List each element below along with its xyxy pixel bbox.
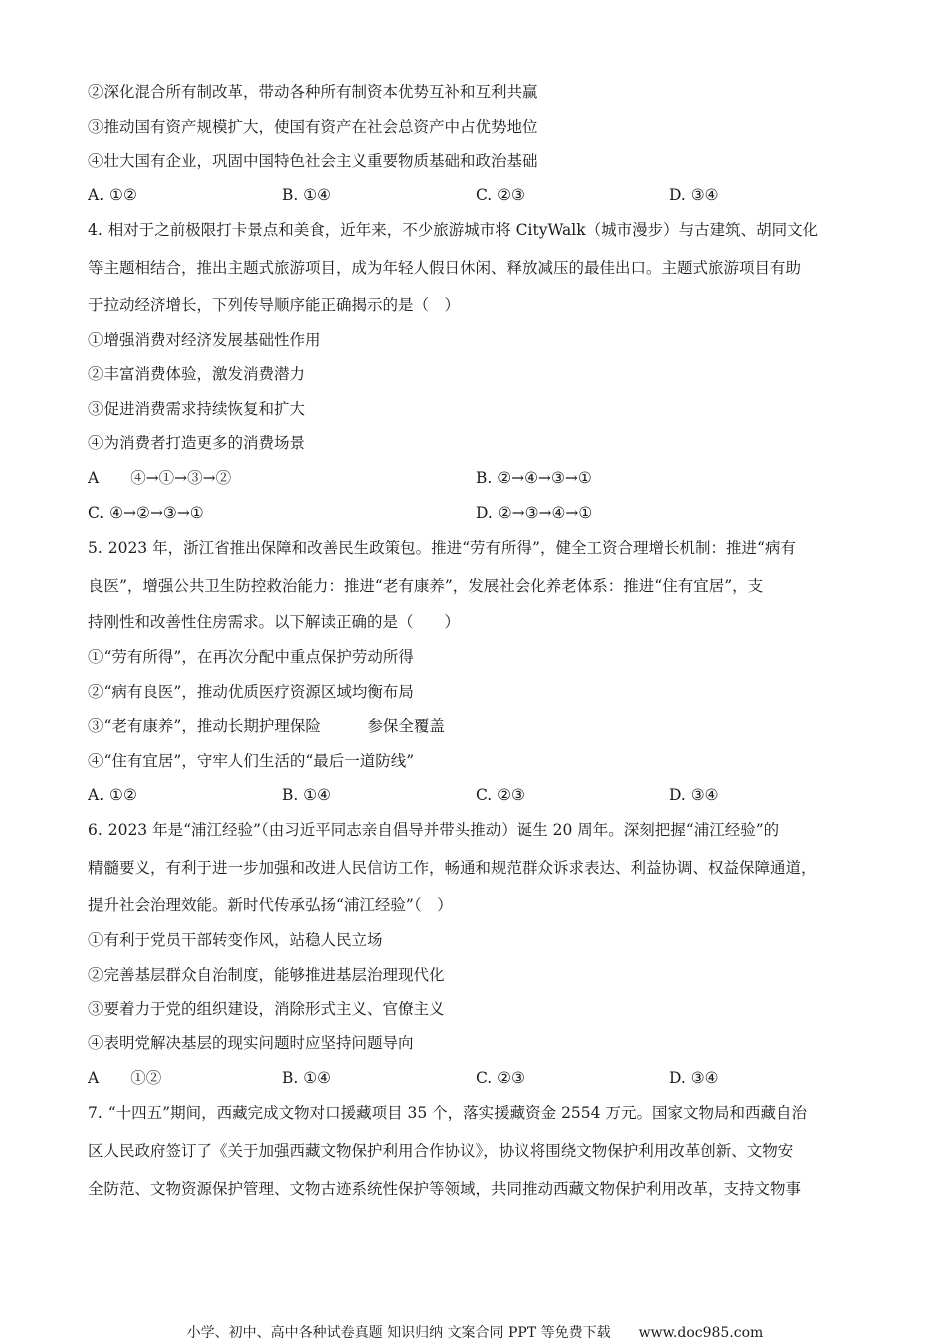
q5-stem-line-2: 良医”，增强公共卫生防控救治能力：推进“老有康养”，发展社会化养老体系：推进“住有宜居”，支 xyxy=(88,577,764,595)
q5-option-d: D. ③④ xyxy=(669,786,719,804)
q6-item-2: ②完善基层群众自治制度，能够推进基层治理现代化 xyxy=(88,966,445,984)
q3-option-a: A. ①② xyxy=(88,186,137,204)
q6-stem-line-3: 提升社会治理效能。新时代传承弘扬“浦江经验”（ ） xyxy=(88,896,453,914)
q5-stem-line-1: 5. 2023 年，浙江省推出保障和改善民生政策包。推进“劳有所得”，健全工资合理增长机制：推进“病有 xyxy=(88,539,796,557)
q5-option-c: C. ②③ xyxy=(476,786,525,804)
q4-option-c: C. ④→②→③→① xyxy=(88,504,204,522)
q6-option-d: D. ③④ xyxy=(669,1069,719,1087)
q6-option-b: B. ①④ xyxy=(282,1069,332,1087)
page-footer: 小学、初中、高中各种试卷真题 知识归纳 文案合同 PPT 等免费下载 www.doc985.com xyxy=(186,1325,764,1341)
q4-item-1: ①增强消费对经济发展基础性作用 xyxy=(88,331,321,349)
q6-stem-line-1: 6. 2023 年是“浦江经验”（由习近平同志亲自倡导并带头推动）诞生 20 周年。深刻把握“浦江经验”的 xyxy=(88,821,780,839)
q3-item-2: ②深化混合所有制改革，带动各种所有制资本优势互补和互利共赢 xyxy=(88,83,538,101)
q5-item-2: ②“病有良医”，推动优质医疗资源区域均衡布局 xyxy=(88,683,414,701)
q3-option-b: B. ①④ xyxy=(282,186,332,204)
q6-stem-line-2: 精髓要义，有利于进一步加强和改进人民信访工作，畅通和规范群众诉求表达、利益协调、权益保障通道， xyxy=(88,859,817,877)
q4-item-3: ③促进消费需求持续恢复和扩大 xyxy=(88,400,306,418)
q4-item-4: ④为消费者打造更多的消费场景 xyxy=(88,434,306,452)
q4-item-2: ②丰富消费体验，激发消费潜力 xyxy=(88,365,306,383)
q4-stem-line-3: 于拉动经济增长，下列传导顺序能正确揭示的是（ ） xyxy=(88,296,461,314)
q3-item-4: ④壮大国有企业，巩固中国特色社会主义重要物质基础和政治基础 xyxy=(88,152,538,170)
q4-stem-line-1: 4. 相对于之前极限打卡景点和美食，近年来，不少旅游城市将 CityWalk（城市漫步）与古建筑、胡同文化 xyxy=(88,221,819,239)
q7-stem-line-2: 区人民政府签订了《关于加强西藏文物保护利用合作协议》，协议将围绕文物保护利用改革创新、文物安 xyxy=(88,1142,794,1160)
q5-option-a: A. ①② xyxy=(88,786,137,804)
q4-option-a: A ④→①→③→② xyxy=(88,469,232,487)
q3-option-c: C. ②③ xyxy=(476,186,525,204)
q6-item-3: ③要着力于党的组织建设，消除形式主义、官僚主义 xyxy=(88,1000,445,1018)
q6-item-4: ④表明党解决基层的现实问题时应坚持问题导向 xyxy=(88,1034,414,1052)
q5-option-b: B. ①④ xyxy=(282,786,332,804)
q5-item-1: ①“劳有所得”，在再次分配中重点保护劳动所得 xyxy=(88,648,414,666)
q6-option-c: C. ②③ xyxy=(476,1069,525,1087)
q3-option-d: D. ③④ xyxy=(669,186,719,204)
q7-stem-line-3: 全防范、文物资源保护管理、文物古迹系统性保护等领域，共同推动西藏文物保护利用改革，支持文物事 xyxy=(88,1180,802,1198)
q5-item-3: ③“老有康养”，推动长期护理保险 参保全覆盖 xyxy=(88,717,445,735)
q3-item-3: ③推动国有资产规模扩大，使国有资产在社会总资产中占优势地位 xyxy=(88,118,538,136)
q5-stem-line-3: 持刚性和改善性住房需求。以下解读正确的是（ ） xyxy=(88,613,461,631)
q4-option-b: B. ②→④→③→① xyxy=(476,469,592,487)
q4-option-d: D. ②→③→④→① xyxy=(476,504,593,522)
q6-item-1: ①有利于党员干部转变作风，站稳人民立场 xyxy=(88,931,383,949)
q7-stem-line-1: 7. “十四五”期间，西藏完成文物对口援藏项目 35 个，落实援藏资金 2554 万元。国家文物局和西藏自治 xyxy=(88,1104,807,1122)
q6-option-a: A ①② xyxy=(88,1069,162,1087)
q4-stem-line-2: 等主题相结合，推出主题式旅游项目，成为年轻人假日休闲、释放减压的最佳出口。主题式旅游项目有助 xyxy=(88,259,802,277)
q5-item-4: ④“住有宜居”，守牢人们生活的“最后一道防线” xyxy=(88,752,415,770)
